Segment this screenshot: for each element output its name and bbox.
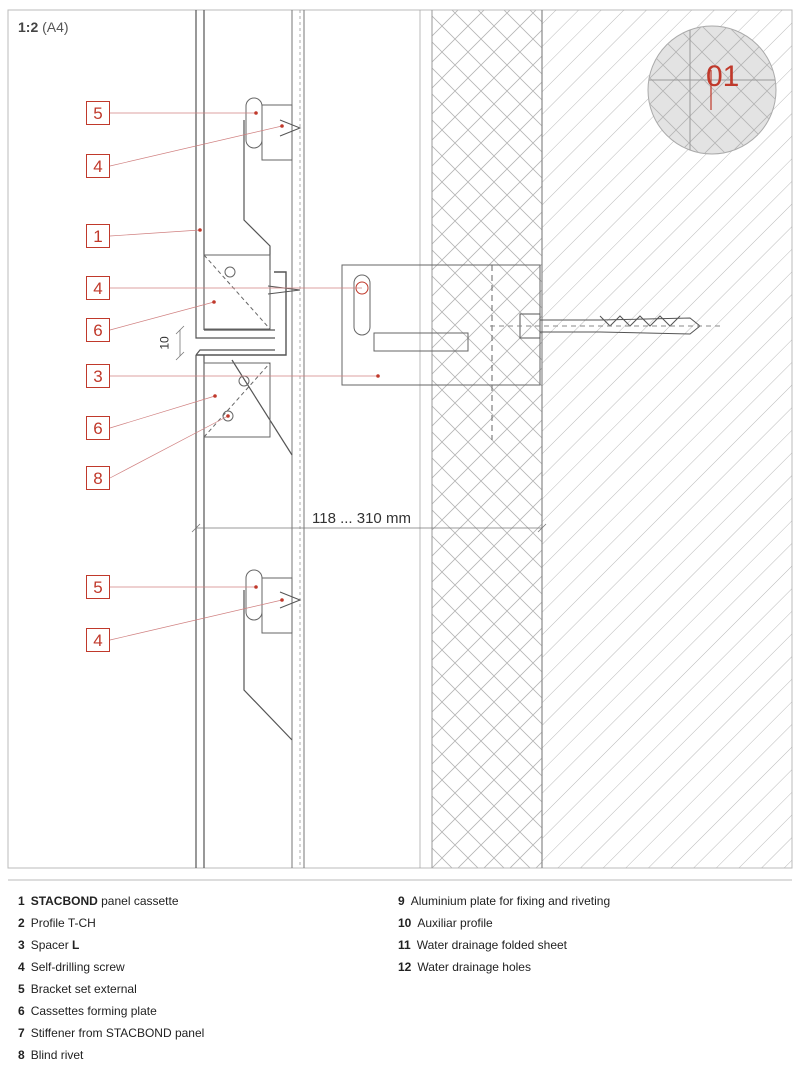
dimension-small-label: 10 bbox=[157, 336, 172, 350]
callout-5-top: 5 bbox=[86, 101, 110, 125]
scale-label bbox=[18, 19, 69, 35]
callout-4-top: 4 bbox=[86, 154, 110, 178]
legend-item: 3 Spacer L bbox=[18, 938, 80, 952]
insulation-layer bbox=[432, 10, 542, 868]
callout-1: 1 bbox=[86, 224, 110, 248]
scale-paper: (A4) bbox=[42, 19, 69, 35]
legend-item: 2 Profile T-CH bbox=[18, 916, 96, 930]
dimension-label: 118 ... 310 mm bbox=[312, 510, 411, 527]
legend-item: 12 Water drainage holes bbox=[398, 960, 531, 974]
callout-4-mid: 4 bbox=[86, 276, 110, 300]
detail-ref-number: 01 bbox=[706, 60, 740, 93]
legend-item: 6 Cassettes forming plate bbox=[18, 1004, 157, 1018]
profile-l bbox=[196, 272, 286, 355]
legend-item: 8 Blind rivet bbox=[18, 1048, 84, 1062]
screws bbox=[268, 120, 300, 608]
legend-item: 4 Self-drilling screw bbox=[18, 960, 125, 974]
callout-4-bottom: 4 bbox=[86, 628, 110, 652]
legend-left bbox=[18, 890, 204, 1066]
callout-3: 3 bbox=[86, 364, 110, 388]
legend-item: 10 Auxiliar profile bbox=[398, 916, 493, 930]
legend-item: 9 Aluminium plate for fixing and riveting bbox=[398, 894, 611, 908]
legend-item: 11 Water drainage folded sheet bbox=[398, 938, 568, 952]
scale-ratio: 1:2 bbox=[18, 19, 39, 35]
legend-item: 1 STACBOND panel cassette bbox=[18, 894, 179, 908]
callout-5-bottom: 5 bbox=[86, 575, 110, 599]
callout-8: 8 bbox=[86, 466, 110, 490]
legend-item: 5 Bracket set external bbox=[18, 982, 137, 996]
legend-item: 7 Stiffener from STACBOND panel bbox=[18, 1026, 205, 1040]
wall-layer bbox=[542, 10, 792, 868]
panel-cassette bbox=[196, 10, 292, 868]
callout-6-bottom: 6 bbox=[86, 416, 110, 440]
brackets bbox=[204, 98, 292, 633]
callout-6-top: 6 bbox=[86, 318, 110, 342]
legend-right bbox=[398, 890, 610, 978]
